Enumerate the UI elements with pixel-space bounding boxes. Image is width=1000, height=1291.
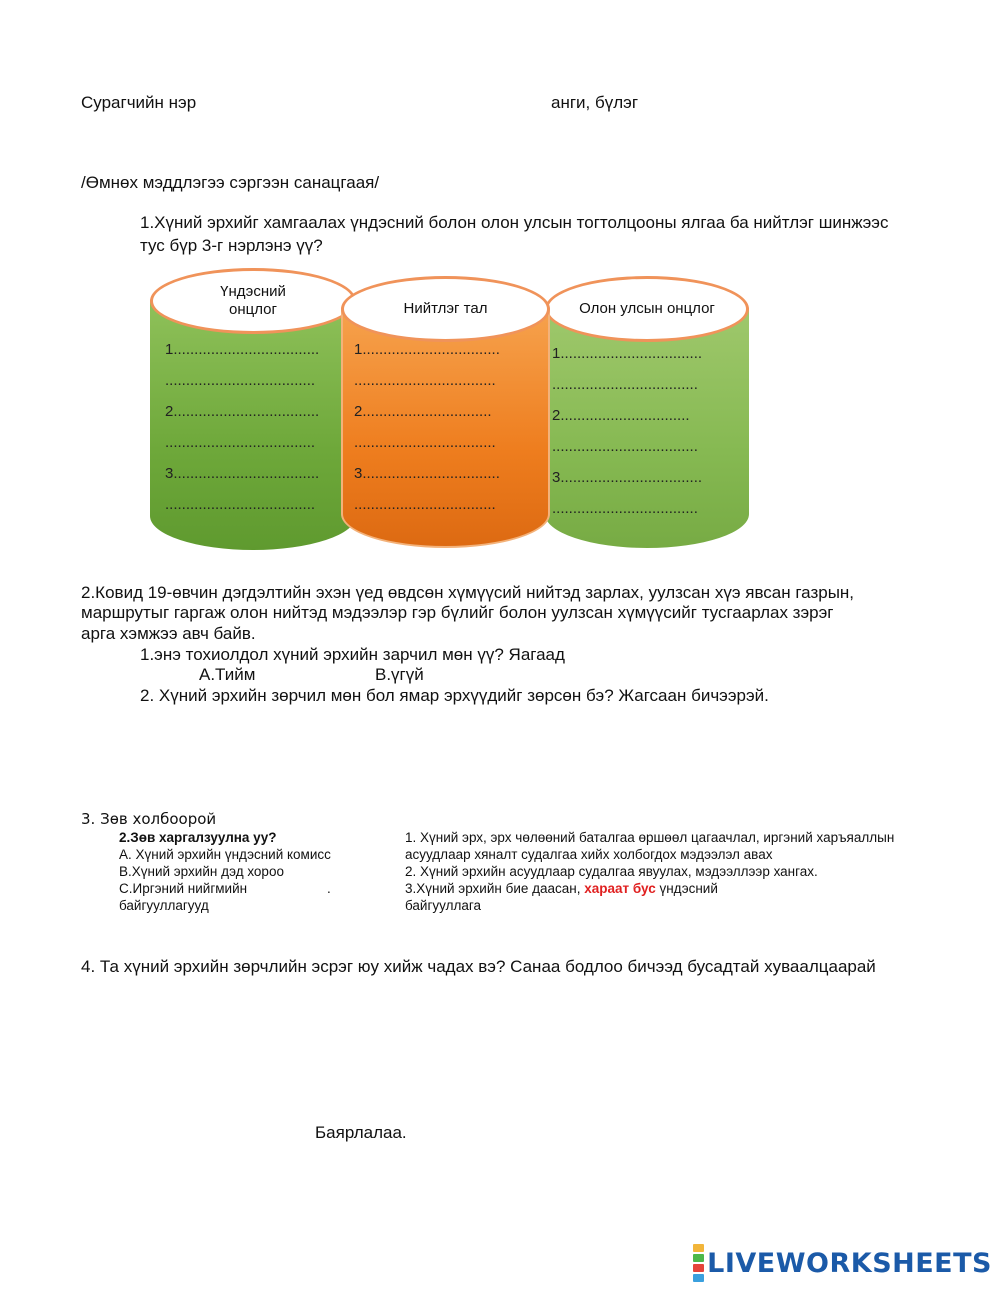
question-2-sub2: 2. Хүний эрхийн зөрчил мөн бол ямар эрхүүдийг зөрсөн бэ? Жагсаан бичээрэй. xyxy=(140,686,769,705)
cylinder-international-top xyxy=(545,276,749,342)
cylinder-national xyxy=(150,268,356,550)
option-a[interactable]: А.Тийм xyxy=(199,665,256,684)
cylinder-common xyxy=(341,276,550,548)
answer-line-2[interactable]: 2............................... xyxy=(354,403,492,420)
answer-line-1[interactable]: 1................................. xyxy=(354,341,500,358)
cylinder-common-title: Нийтлэг тал xyxy=(403,300,488,317)
match-right-1b: асуудлаар хяналт судалгаа хийх холбогдох мэдээлэл авах xyxy=(405,847,773,862)
answer-line-2b[interactable]: .................................. xyxy=(354,434,496,451)
match-right-3-highlight: хараат бус xyxy=(584,881,656,896)
cylinder-international xyxy=(545,276,749,548)
answer-line-3[interactable]: 3................................... xyxy=(165,465,320,482)
match-left-c2: байгууллагууд xyxy=(119,898,209,913)
thanks-text: Баярлалаа. xyxy=(315,1123,407,1142)
cylinder-national-title: Үндэсний онцлог xyxy=(220,283,286,318)
answer-line-2b[interactable]: ................................... xyxy=(552,438,698,455)
match-right-1a[interactable]: 1. Хүний эрх, эрх чөлөөний баталгаа өршөөл цагаачлал, иргэний харъяаллын xyxy=(405,830,895,845)
match-right-2[interactable]: 2. Хүний эрхийн асуудлаар судалгаа явуулах, мэдээллээр хангах. xyxy=(405,864,818,879)
match-right-3-pre: 3.Хүний эрхийн бие даасан, xyxy=(405,881,585,896)
answer-line-1b[interactable]: ................................... xyxy=(552,376,698,393)
logo-mark-icon xyxy=(693,1243,704,1283)
national-lines xyxy=(165,334,319,520)
question-2-sub1: 1.энэ тохиолдол хүний эрхийн зарчил мөн үү? Яагаад xyxy=(140,645,565,664)
answer-line-3[interactable]: 3................................. xyxy=(354,465,500,482)
match-left-a[interactable]: А. Хүний эрхийн үндэсний комисс xyxy=(119,847,331,862)
match-right-3[interactable] xyxy=(405,881,718,896)
cylinder-international-title: Олон улсын онцлог xyxy=(579,300,715,317)
question-3-title: 3. Зөв холбоорой xyxy=(81,810,217,828)
answer-line-3b[interactable]: .................................... xyxy=(165,496,316,513)
answer-line-1[interactable]: 1.................................. xyxy=(552,345,703,362)
answer-line-3[interactable]: 3.................................. xyxy=(552,469,703,486)
match-left-c[interactable]: С.Иргэний нийгмийн xyxy=(119,881,248,896)
question-4: 4. Та хүний эрхийн зөрчлийн эсрэг юу хийж чадах вэ? Санаа бодлоо бичээд бусадтай хуваалцаарай xyxy=(81,957,876,976)
answer-line-2[interactable]: 2................................... xyxy=(165,403,320,420)
question-1-line1: 1.Хүний эрхийг хамгаалах үндэсний болон олон улсын тогтолцооны ялгаа ба нийтлэг шинжээс xyxy=(140,213,889,232)
answer-line-1b[interactable]: .................................... xyxy=(165,372,316,389)
class-label: анги, бүлэг xyxy=(551,93,639,112)
international-lines xyxy=(552,338,702,524)
student-name-label: Сурагчийн нэр xyxy=(81,93,197,112)
cylinder-national-top xyxy=(150,268,356,334)
common-lines xyxy=(354,334,500,520)
answer-line-3b[interactable]: .................................. xyxy=(354,496,496,513)
answer-line-1[interactable]: 1................................... xyxy=(165,341,320,358)
question-1-line2: тус бүр 3-г нэрлэнэ үү? xyxy=(140,236,323,255)
option-b[interactable]: В.үгүй xyxy=(375,665,424,684)
match-left-b[interactable]: В.Хүний эрхийн дэд хороо xyxy=(119,864,284,879)
answer-line-2[interactable]: 2............................... xyxy=(552,407,690,424)
question-2-line2: маршрутыг гаргаж олон нийтэд мэдээлэр гэр бүлийг болон уулзсан хүмүүсийг тусгаарлах зэрэг xyxy=(81,603,834,622)
answer-line-2b[interactable]: .................................... xyxy=(165,434,316,451)
intro-text: /Өмнөх мэддлэгээ сэргээн санацгаая/ xyxy=(81,173,380,192)
liveworksheets-logo xyxy=(693,1243,992,1283)
question-2-line3: арга хэмжээ авч байв. xyxy=(81,624,256,643)
match-right-3-post: үндэсний xyxy=(655,881,718,896)
question-2-line1: 2.Ковид 19-өвчин дэгдэлтийн эхэн үед өвдсөн хүмүүсий нийтэд зарлах, уулзсан хүэ явсан газрын, xyxy=(81,583,855,602)
cylinder-common-top xyxy=(341,276,550,342)
match-right-3b: байгууллага xyxy=(405,898,481,913)
matching-heading: 2.Зөв харгалзуулна уу? xyxy=(119,830,277,845)
answer-line-3b[interactable]: ................................... xyxy=(552,500,698,517)
answer-line-1b[interactable]: .................................. xyxy=(354,372,496,389)
match-left-c-dot: . xyxy=(327,881,331,896)
logo-text: LIVEWORKSHEETS xyxy=(707,1247,992,1279)
